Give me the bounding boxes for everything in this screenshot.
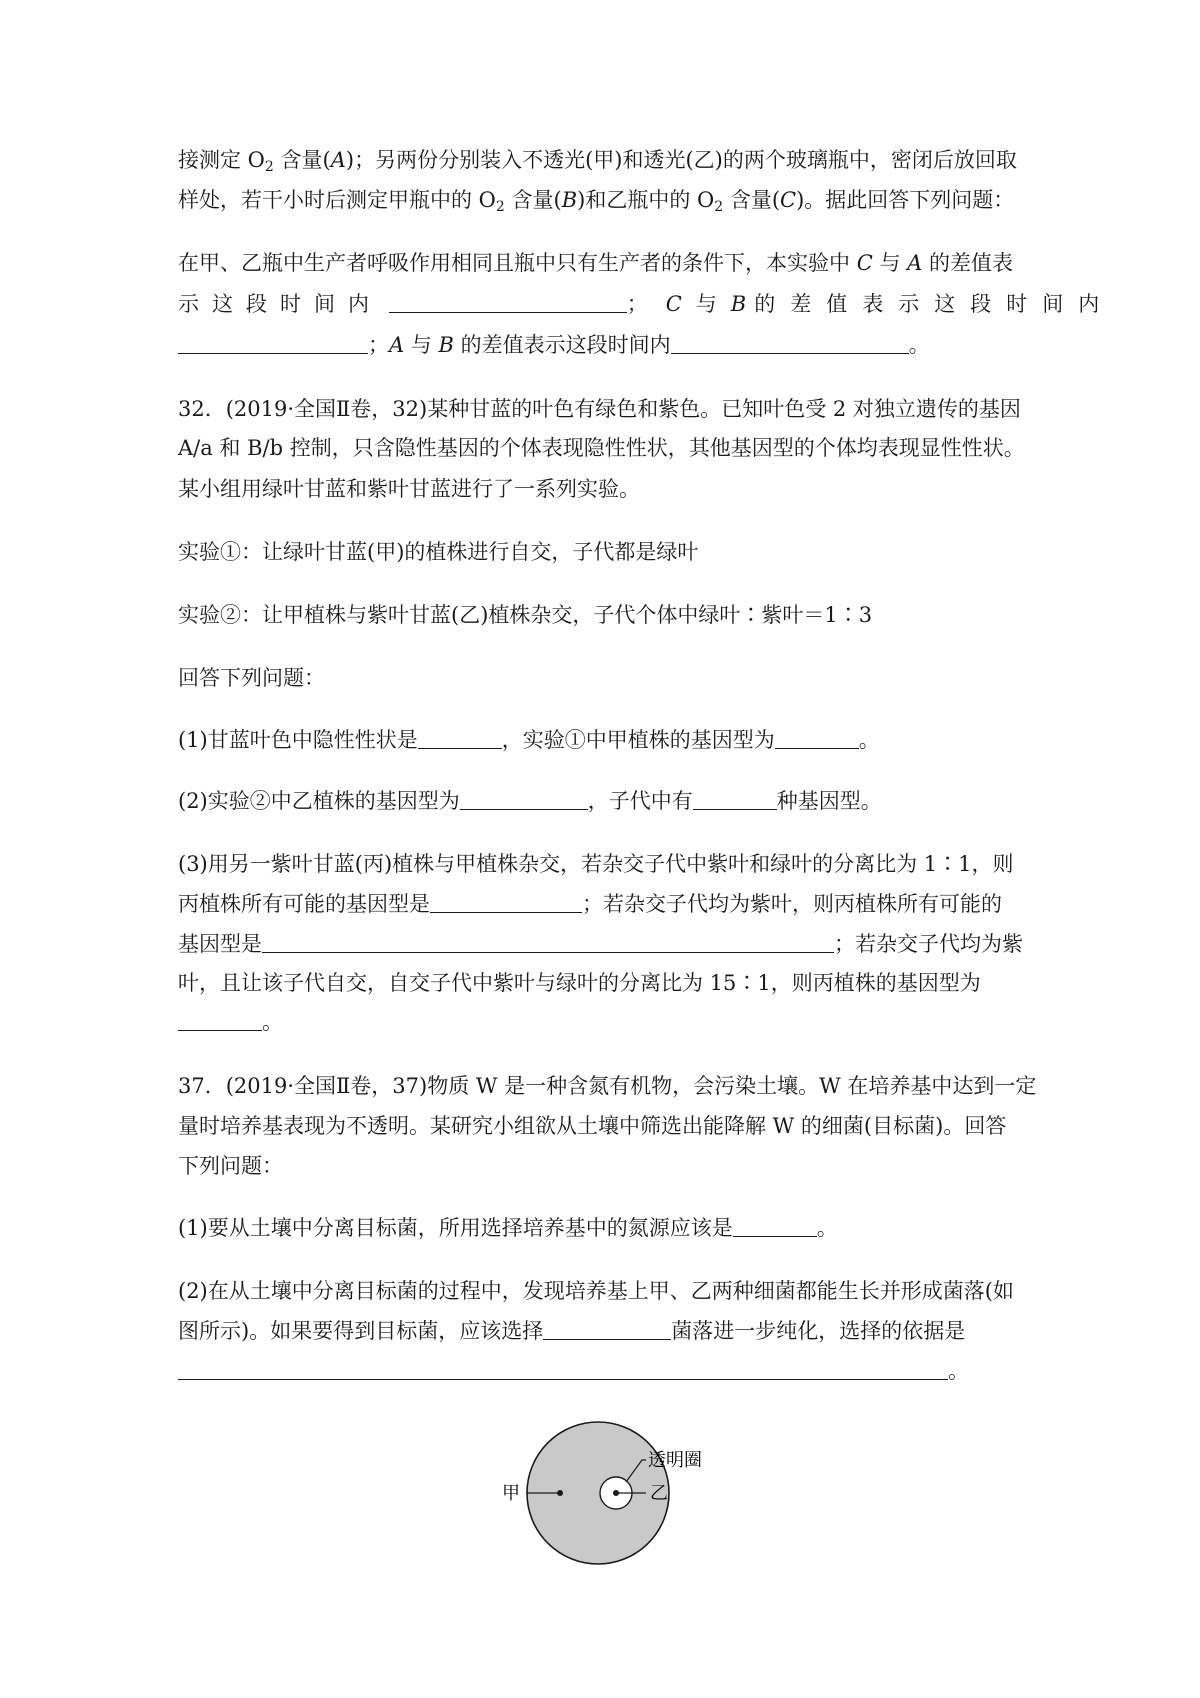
p1-line-2 xyxy=(178,185,1014,215)
text: )。据此回答下列问题： xyxy=(796,188,1015,212)
var-B: B xyxy=(438,333,454,357)
p1-line-1 xyxy=(178,145,1017,175)
q37-line-3: 下列问题： xyxy=(178,1154,283,1178)
var-B: B xyxy=(561,188,578,212)
var-A: A xyxy=(389,333,405,357)
q32-line-2: A/a 和 B/b 控制，只含隐性基因的个体表现隐性性状，其他基因型的个体均表现显性性状。 xyxy=(178,436,1025,460)
text: 含量( xyxy=(273,148,331,172)
answer-blank[interactable] xyxy=(733,1216,817,1237)
text: 与 xyxy=(872,251,908,275)
text: )；另两份分别装入不透光(甲)和透光(乙)的两个玻璃瓶中，密闭后放回取 xyxy=(345,148,1017,172)
text: (1)要从土壤中分离目标菌，所用选择培养基中的氮源应该是 xyxy=(178,1216,733,1240)
text: 示这段时间内 xyxy=(178,292,382,316)
text: 与 xyxy=(404,333,439,357)
text: 含量( xyxy=(504,188,562,212)
answer-blank[interactable] xyxy=(460,789,588,810)
text: 丙植株所有可能的基因型是 xyxy=(178,892,430,916)
text: 。 xyxy=(816,1216,838,1240)
answer-blank[interactable] xyxy=(430,892,582,913)
text: 与 xyxy=(695,292,717,316)
text: ，实验①中甲植株的基因型为 xyxy=(501,728,775,752)
q32-sub-3-line-5 xyxy=(178,1007,283,1037)
q32-sub-3-line-1: (3)用另一紫叶甘蓝(丙)植株与甲植株杂交，若杂交子代中紫叶和绿叶的分离比为 1∶1，则 xyxy=(178,852,1014,876)
q37-line-2: 量时培养基表现为不透明。某研究小组欲从土壤中筛选出能降解 W 的细菌(目标菌)。回答 xyxy=(178,1114,1007,1138)
text: 种基因型。 xyxy=(776,789,882,813)
answer-blank[interactable] xyxy=(389,292,627,313)
label-yi: 乙 xyxy=(650,1483,668,1504)
text: 菌落进一步纯化，选择的依据是 xyxy=(671,1319,966,1343)
culture-plate-figure xyxy=(490,1420,730,1570)
p2-line-3 xyxy=(178,330,930,360)
answer-blank[interactable] xyxy=(775,728,859,749)
text: 的差值表 xyxy=(922,251,1013,275)
answer-blank[interactable] xyxy=(178,333,368,354)
p2-line-2 xyxy=(178,289,1114,319)
text: ； xyxy=(626,292,648,316)
var-C: C xyxy=(665,292,682,316)
text: 的差值表示这段时间内 xyxy=(453,333,671,357)
var-A: A xyxy=(330,148,346,172)
q32-sub-1 xyxy=(178,725,880,755)
text: 的差值表示这段时间内 xyxy=(754,292,1115,316)
text: ；若杂交子代均为紫叶，则丙植株所有可能的 xyxy=(582,892,1002,916)
q32-ask: 回答下列问题： xyxy=(178,666,325,690)
q32-sub-3-line-3 xyxy=(178,929,1023,959)
q32-sub-3-line-2 xyxy=(178,889,1002,919)
text: ；若杂交子代均为紫 xyxy=(834,932,1023,956)
subscript: 2 xyxy=(714,199,724,215)
subscript: 2 xyxy=(264,159,274,175)
text: (2)实验②中乙植株的基因型为 xyxy=(178,789,460,813)
label-jia: 甲 xyxy=(502,1483,520,1504)
text: (1)甘蓝叶色中隐性性状是 xyxy=(178,728,418,752)
q32-sub-3-line-4: 叶，且让该子代自交，自交子代中紫叶与绿叶的分离比为 15∶1，则丙植株的基因型为 xyxy=(178,971,981,995)
q32-line-3: 某小组用绿叶甘蓝和紫叶甘蓝进行了一系列实验。 xyxy=(178,477,640,501)
q37-sub-1 xyxy=(178,1213,838,1243)
q37-sub-2-line-2 xyxy=(178,1316,965,1346)
text: 。 xyxy=(948,1359,969,1383)
label-clear-zone: 透明圈 xyxy=(648,1450,702,1471)
answer-blank[interactable] xyxy=(178,1010,262,1031)
q32-line-1: 32．(2019·全国Ⅱ卷，32)某种甘蓝的叶色有绿色和紫色。已知叶色受 2 对独立遗传的基因 xyxy=(178,397,1021,421)
var-A: A xyxy=(907,251,923,275)
text: 图所示)。如果要得到目标菌，应该选择 xyxy=(178,1319,544,1343)
answer-blank[interactable] xyxy=(262,932,834,953)
q32-experiment-1: 实验①：让绿叶甘蓝(甲)的植株进行自交，子代都是绿叶 xyxy=(178,540,699,564)
q32-experiment-2: 实验②：让甲植株与紫叶甘蓝(乙)植株杂交，子代个体中绿叶∶紫叶＝1∶3 xyxy=(178,603,873,627)
answer-blank[interactable] xyxy=(671,333,909,354)
subscript: 2 xyxy=(495,199,505,215)
var-C: C xyxy=(780,188,797,212)
text: 样处，若干小时后测定甲瓶中的 O xyxy=(178,188,496,212)
text: 在甲、乙瓶中生产者呼吸作用相同且瓶中只有生产者的条件下，本实验中 xyxy=(178,251,857,275)
q37-sub-2-line-3 xyxy=(178,1356,969,1386)
text: ； xyxy=(368,333,389,357)
answer-blank[interactable] xyxy=(178,1359,948,1380)
text: )和乙瓶中的 O xyxy=(577,188,715,212)
text: ，子代中有 xyxy=(587,789,693,813)
text: 。 xyxy=(262,1010,283,1034)
var-C: C xyxy=(856,251,873,275)
text: 。 xyxy=(858,728,880,752)
text: 含量( xyxy=(723,188,781,212)
q37-line-1: 37．(2019·全国Ⅱ卷，37)物质 W 是一种含氮有机物，会污染土壤。W 在培养基中达到一定 xyxy=(178,1074,1037,1098)
text: 。 xyxy=(908,333,930,357)
p2-line-1 xyxy=(178,248,1013,278)
var-B: B xyxy=(730,292,747,316)
q37-sub-2-line-1: (2)在从土壤中分离目标菌的过程中，发现培养基上甲、乙两种细菌都能生长并形成菌落(如 xyxy=(178,1279,1014,1303)
q32-sub-2 xyxy=(178,786,882,816)
answer-blank[interactable] xyxy=(693,789,777,810)
answer-blank[interactable] xyxy=(418,728,502,749)
text: 基因型是 xyxy=(178,932,262,956)
answer-blank[interactable] xyxy=(543,1319,671,1340)
text: 接测定 O xyxy=(178,148,265,172)
